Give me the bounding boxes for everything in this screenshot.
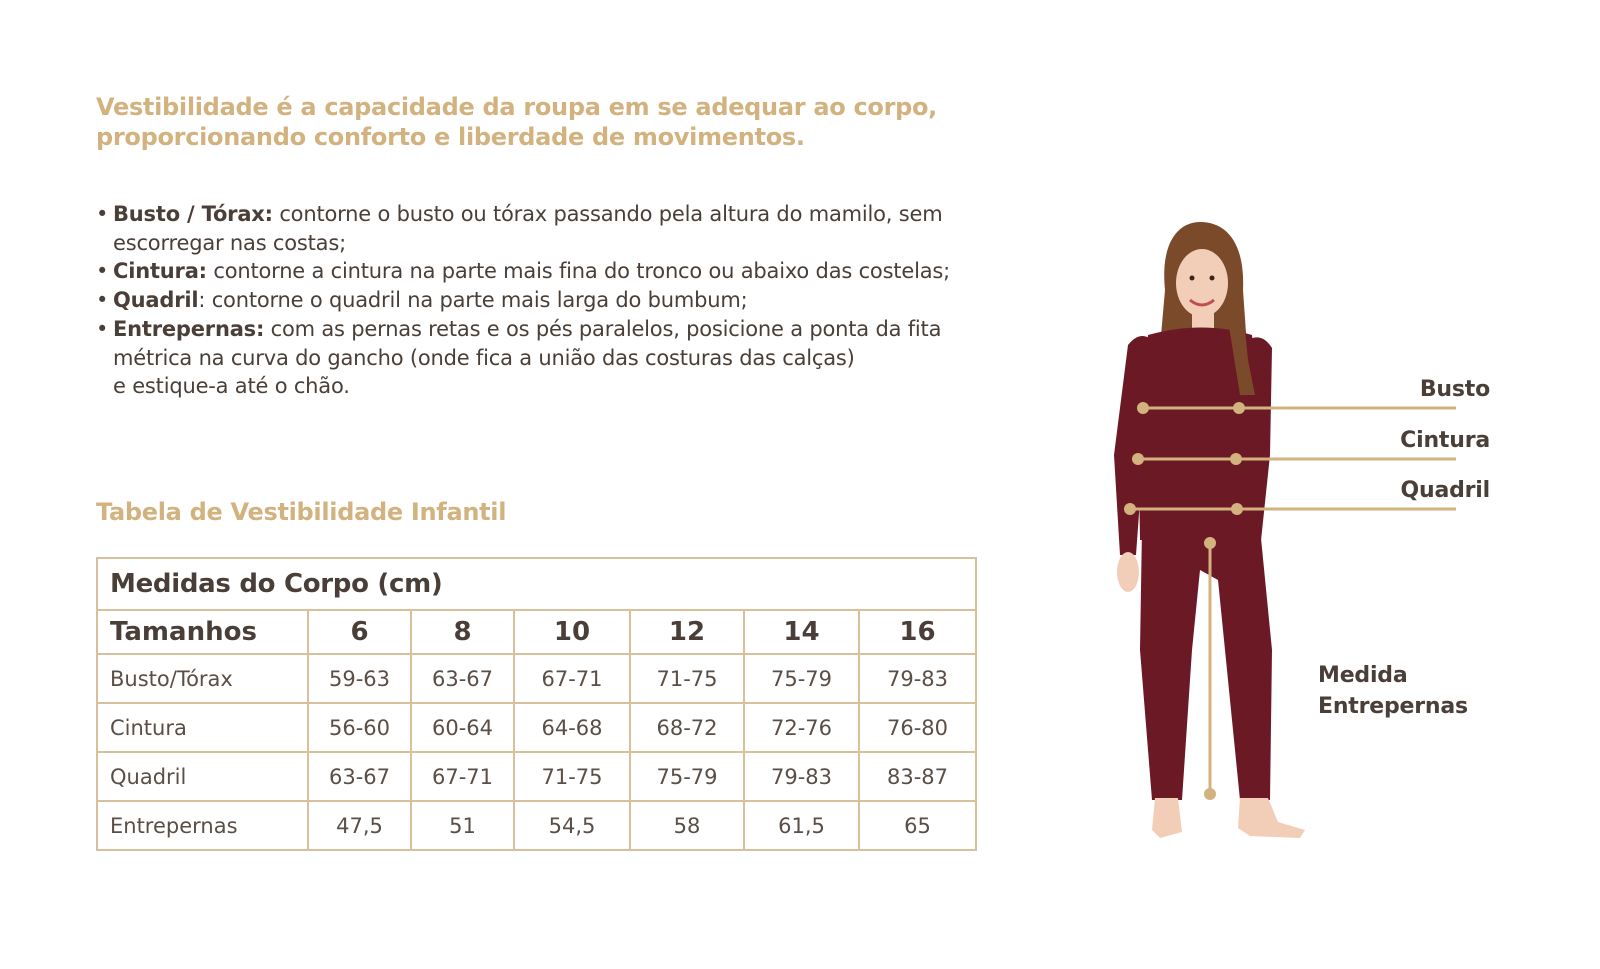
- guide-text: contorne a cintura na parte mais fina do tronco ou abaixo das costelas;: [206, 259, 950, 284]
- intro-heading: [96, 92, 937, 152]
- label-cintura: Cintura: [1400, 428, 1490, 453]
- header-cell: 12: [630, 610, 744, 654]
- eye-left: [1190, 276, 1195, 281]
- guide-text: com as pernas retas e os pés paralelos, posicione a ponta da fita: [264, 316, 942, 341]
- row-label: Cintura: [97, 703, 308, 752]
- table-cell: 68-72: [630, 703, 744, 752]
- table-cell: 75-79: [744, 654, 859, 703]
- header-cell: Tamanhos: [97, 610, 308, 654]
- table-cell: 56-60: [308, 703, 411, 752]
- table-cell: 64-68: [514, 703, 630, 752]
- label-entrepernas: [1318, 660, 1468, 722]
- leggings-shape: [1140, 528, 1272, 800]
- table-cell: 71-75: [630, 654, 744, 703]
- table-cell: 76-80: [859, 703, 976, 752]
- eye-right: [1210, 276, 1215, 281]
- model-figure: [1100, 210, 1600, 870]
- table-cell: 72-76: [744, 703, 859, 752]
- intro-line-1: Vestibilidade é a capacidade da roupa em se adequar ao corpo,: [96, 93, 938, 121]
- table-cell: 61,5: [744, 801, 859, 850]
- table-cell: 67-71: [514, 654, 630, 703]
- table-cell: 79-83: [744, 752, 859, 801]
- guide-text-cont: e estique-a até o chão.: [113, 374, 350, 399]
- guide-text-cont: escorregar nas costas;: [113, 230, 346, 255]
- guide-item-entrepernas: [96, 315, 950, 401]
- table-cell: 63-67: [411, 654, 514, 703]
- guide-text: contorne o busto ou tórax passando pela altura do mamilo, sem: [272, 202, 943, 226]
- table-cell: 65: [859, 801, 976, 850]
- table-cell: 54,5: [514, 801, 630, 850]
- header-cell: 6: [308, 610, 411, 654]
- measurement-guide-list: [96, 200, 950, 401]
- table-title: Tabela de Vestibilidade Infantil: [96, 498, 507, 526]
- label-entrepernas-1: Medida: [1318, 663, 1408, 688]
- table-cell: 58: [630, 801, 744, 850]
- size-table: [96, 557, 977, 851]
- header-cell: 10: [514, 610, 630, 654]
- row-label: Entrepernas: [97, 801, 308, 850]
- table-cell: 47,5: [308, 801, 411, 850]
- foot-right: [1238, 798, 1305, 838]
- guide-item-quadril: [96, 286, 950, 315]
- table-row: [97, 752, 976, 801]
- guide-text-cont: métrica na curva do gancho (onde fica a união das costuras das calças): [113, 345, 855, 370]
- header-cell: 16: [859, 610, 976, 654]
- intro-line-2: proporcionando conforto e liberdade de movimentos.: [96, 123, 805, 151]
- guide-term: Busto / Tórax:: [113, 202, 273, 226]
- table-cell: 51: [411, 801, 514, 850]
- table-row: [97, 654, 976, 703]
- table-cell: 79-83: [859, 654, 976, 703]
- guide-term: Quadril: [113, 288, 199, 313]
- guide-text: : contorne o quadril na parte mais larga do bumbum;: [198, 288, 748, 313]
- table-cell: 63-67: [308, 752, 411, 801]
- guide-item-busto: [96, 200, 950, 257]
- model-illustration: [1100, 210, 1600, 870]
- table-cell: 67-71: [411, 752, 514, 801]
- table-header-row: [97, 610, 976, 654]
- table-row: [97, 801, 976, 850]
- table-cell: 75-79: [630, 752, 744, 801]
- row-label: Quadril: [97, 752, 308, 801]
- guide-term: Entrepernas:: [113, 316, 265, 341]
- table-row: [97, 703, 976, 752]
- header-cell: 14: [744, 610, 859, 654]
- label-quadril: Quadril: [1400, 478, 1490, 503]
- table-cell: 71-75: [514, 752, 630, 801]
- table-cell: 59-63: [308, 654, 411, 703]
- table-caption: Medidas do Corpo (cm): [97, 558, 976, 610]
- table-cell: 83-87: [859, 752, 976, 801]
- guide-item-cintura: [96, 257, 950, 286]
- header-cell: 8: [411, 610, 514, 654]
- guide-term: Cintura:: [113, 259, 207, 284]
- foot-left: [1152, 798, 1182, 838]
- hand-left: [1117, 552, 1139, 592]
- face-shape: [1176, 249, 1228, 317]
- label-entrepernas-2: Entrepernas: [1318, 694, 1468, 719]
- table-cell: 60-64: [411, 703, 514, 752]
- label-busto: Busto: [1419, 377, 1490, 402]
- row-label: Busto/Tórax: [97, 654, 308, 703]
